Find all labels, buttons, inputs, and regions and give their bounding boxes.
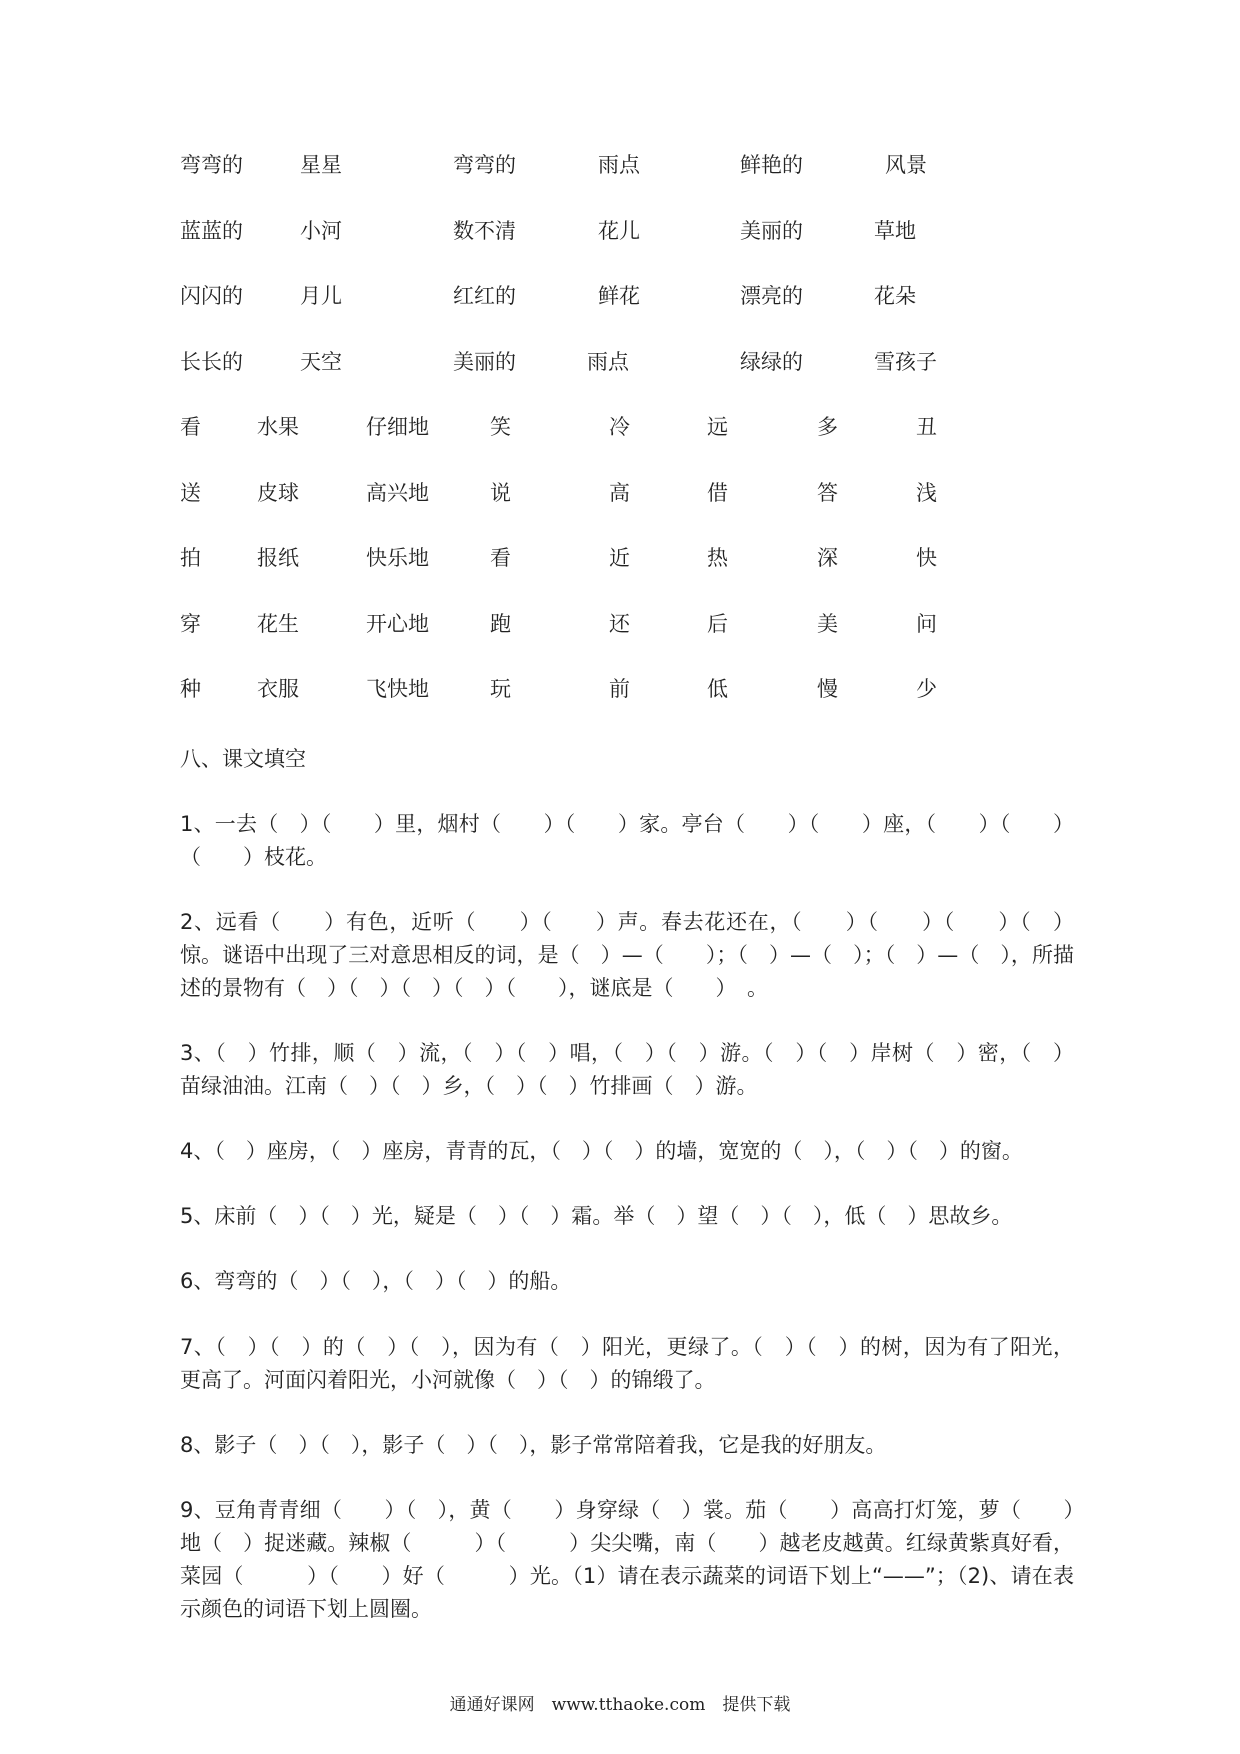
word-cell: 花儿 [598, 218, 640, 243]
question-item: 8、影子（ ）（ ），影子（ ）（ ），影子常常陪着我，它是我的好朋友。 [180, 1433, 887, 1457]
question-item: 6、弯弯的（ ）（ ），（ ）（ ）的船。 [180, 1269, 572, 1293]
word-cell: 长长的 [180, 349, 243, 374]
section-title: 八、课文填空 [180, 747, 306, 771]
word-cell: 跑 [490, 611, 511, 636]
word-cell: 弯弯的 [453, 153, 516, 177]
word-cell: 深 [817, 546, 838, 570]
word-cell: 慢 [817, 677, 838, 701]
word-cell: 浅 [916, 480, 937, 505]
word-cell: 衣服 [257, 677, 299, 701]
word-cell: 多 [817, 415, 838, 439]
word-cell: 笑 [490, 415, 511, 439]
word-cell: 美 [817, 611, 838, 636]
word-cell: 前 [609, 677, 630, 701]
word-cell: 低 [707, 677, 728, 701]
word-cell: 雨点 [587, 349, 629, 374]
word-cell: 月儿 [300, 284, 342, 308]
word-row [180, 674, 960, 740]
footer-credit: 通通好课网 www.tthaoke.com 提供下载 [449, 1695, 791, 1715]
word-matching-table [180, 150, 960, 740]
word-row [180, 347, 960, 413]
word-cell: 冷 [609, 415, 630, 439]
word-cell: 小河 [300, 218, 342, 243]
word-cell: 弯弯的 [180, 153, 243, 177]
word-cell: 花生 [257, 611, 299, 636]
word-row [180, 543, 960, 609]
word-cell: 鲜艳的 [740, 153, 803, 177]
word-cell: 看 [490, 546, 511, 570]
word-cell: 快乐地 [366, 546, 429, 570]
word-cell: 开心地 [366, 611, 429, 636]
word-cell: 风景 [885, 153, 927, 177]
word-row [180, 609, 960, 675]
question-item: 9、豆角青青细（ ）（ ），黄（ ）身穿绿（ ）裳。茄（ ）高高打灯笼，萝（ ）地（ ）捉迷藏。辣椒（ ）（ ）尖尖嘴，南（ ）越老皮越黄。红绿黄紫真好看，菜园（ ）（ ）好（ ）光。（1）请在表示蔬菜的词语下划上“——”；（2)、请在表示颜色的词语下划上圆圈。 [180, 1498, 1074, 1621]
word-cell: 快 [916, 546, 937, 570]
word-cell: 草地 [874, 218, 916, 243]
word-cell: 雨点 [598, 153, 640, 177]
word-cell: 美丽的 [740, 218, 803, 243]
word-cell: 报纸 [257, 546, 299, 570]
word-cell: 远 [707, 415, 728, 439]
word-cell: 高 [609, 480, 630, 505]
word-cell: 穿 [180, 611, 201, 636]
word-cell: 高兴地 [366, 480, 429, 505]
word-cell: 送 [180, 480, 201, 505]
word-cell: 绿绿的 [740, 349, 803, 374]
word-cell: 星星 [300, 153, 342, 177]
word-row [180, 412, 960, 478]
word-cell: 借 [707, 480, 728, 505]
word-cell: 雪孩子 [874, 349, 937, 374]
word-cell: 红红的 [453, 284, 516, 308]
word-cell: 还 [609, 611, 630, 636]
word-cell: 少 [916, 677, 937, 701]
word-row [180, 281, 960, 347]
word-cell: 水果 [257, 415, 299, 439]
word-cell: 玩 [490, 677, 511, 701]
word-row [180, 216, 960, 282]
word-cell: 后 [707, 611, 728, 636]
word-cell: 丑 [916, 415, 937, 439]
word-cell: 种 [180, 677, 201, 701]
word-cell: 闪闪的 [180, 284, 243, 308]
word-cell: 近 [609, 546, 630, 570]
word-cell: 拍 [180, 546, 201, 570]
word-cell: 热 [707, 546, 728, 570]
question-item: 4、（ ）座房，（ ）座房，青青的瓦，（ ）（ ）的墙，宽宽的（ ），（ ）（ ）的窗。 [180, 1139, 1023, 1163]
word-cell: 鲜花 [598, 284, 640, 308]
word-cell: 美丽的 [453, 349, 516, 374]
word-cell: 问 [916, 611, 937, 636]
word-cell: 答 [817, 480, 838, 505]
word-cell: 看 [180, 415, 201, 439]
question-item: 3、（ ）竹排，顺（ ）流，（ ）（ ）唱，（ ）（ ）游。（ ）（ ）岸树（ ）密，（ ）苗绿油油。江南（ ）（ ）乡，（ ）（ ）竹排画（ ）游。 [180, 1041, 1074, 1098]
question-item: 2、远看（ ）有色，近听（ ）（ ）声。春去花还在，（ ）（ ）（ ）（ ）惊。谜语中出现了三对意思相反的词，是（ ）—（ ）；（ ）—（ ）；（ ）—（ ），所描述的景物有（ ）（ ）（ ）（ ）（ ），谜底是（ ） 。 [180, 910, 1074, 1000]
word-row [180, 478, 960, 544]
word-cell: 飞快地 [366, 677, 429, 701]
word-cell: 花朵 [874, 284, 916, 308]
word-cell: 数不清 [453, 218, 516, 243]
word-cell: 天空 [300, 349, 342, 374]
word-cell: 仔细地 [366, 415, 429, 439]
question-item: 1、一去（ ）（ ）里，烟村（ ）（ ）家。亭台（ ）（ ）座，（ ）（ ）（ ）枝花。 [180, 812, 1074, 869]
question-item: 5、床前（ ）（ ）光，疑是（ ）（ ）霜。举（ ）望（ ）（ ），低（ ）思故乡。 [180, 1204, 1013, 1228]
question-item: 7、（ ）（ ）的（ ）（ ），因为有（ ）阳光，更绿了。（ ）（ ）的树，因为有了阳光，更高了。河面闪着阳光，小河就像（ ）（ ）的锦缎了。 [180, 1335, 1074, 1392]
word-cell: 说 [490, 480, 511, 505]
word-cell: 蓝蓝的 [180, 218, 243, 243]
word-row [180, 150, 960, 216]
word-cell: 皮球 [257, 480, 299, 505]
word-cell: 漂亮的 [740, 284, 803, 308]
